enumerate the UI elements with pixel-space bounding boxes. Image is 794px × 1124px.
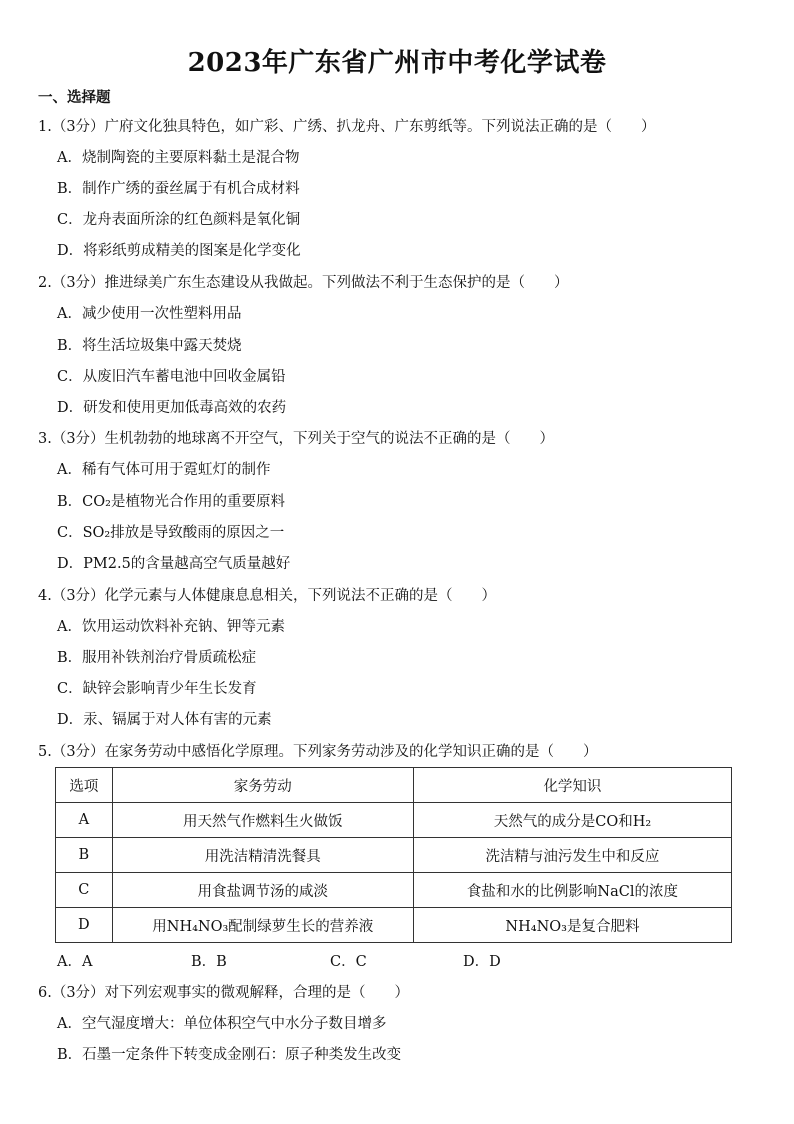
question-3-stem: 3.（3分）生机勃勃的地球离不开空气，下列关于空气的说法不正确的是（ ） [38,431,555,447]
section-heading: 一、选择题 [38,89,111,106]
question-2-option-b: B．将生活垃圾集中露天焚烧 [57,338,242,354]
question-4-stem: 4.（3分）化学元素与人体健康息息相关，下列说法不正确的是（ ） [38,588,497,604]
question-5-option-b: B．B [191,954,227,970]
question-5-table [55,767,732,943]
question-3-option-d: D．PM2.5的含量越高空气质量越好 [57,556,291,572]
question-1-option-c: C．龙舟表面所涂的红色颜料是氧化铜 [57,212,301,228]
question-3-option-b: B．CO₂是植物光合作用的重要原料 [57,494,285,510]
question-3-option-a: A．稀有气体可用于霓虹灯的制作 [57,462,271,478]
question-2-stem: 2.（3分）推进绿美广东生态建设从我做起。下列做法不利于生态保护的是（ ） [38,275,569,291]
question-4-option-a: A．饮用运动饮料补充钠、钾等元素 [57,619,285,635]
table-header-cell: 化学知识 [413,768,731,803]
table-cell: D [56,908,113,943]
question-4-option-b: B．服用补铁剂治疗骨质疏松症 [57,650,257,666]
question-3-option-c: C．SO₂排放是导致酸雨的原因之一 [57,525,285,541]
table-header-row [56,768,732,803]
question-2-option-c: C．从废旧汽车蓄电池中回收金属铅 [57,369,286,385]
table-cell: NH₄NO₃是复合肥料 [413,908,731,943]
table-row [56,803,732,838]
question-4-option-c: C．缺锌会影响青少年生长发育 [57,681,257,697]
table-row [56,873,732,908]
table-row [56,908,732,943]
question-6-option-a: A．空气湿度增大：单位体积空气中水分子数目增多 [57,1016,387,1032]
table-cell: A [56,803,113,838]
table-cell: 用洗洁精清洗餐具 [112,838,413,873]
question-4-option-d: D．汞、镉属于对人体有害的元素 [57,712,272,728]
question-6-option-b: B．石墨一定条件下转变成金刚石：原子种类发生改变 [57,1047,402,1063]
table-row [56,838,732,873]
question-1-option-a: A．烧制陶瓷的主要原料黏土是混合物 [57,150,300,166]
table-header-cell: 选项 [56,768,113,803]
table-header-cell: 家务劳动 [112,768,413,803]
table-cell: C [56,873,113,908]
page-title: 2023年广东省广州市中考化学试卷 [187,48,607,78]
question-5-option-d: D．D [463,954,501,970]
question-1-option-b: B．制作广绣的蚕丝属于有机合成材料 [57,181,300,197]
question-5-option-a: A．A [57,954,93,970]
question-1-stem: 1.（3分）广府文化独具特色，如广彩、广绣、扒龙舟、广东剪纸等。下列说法正确的是（ ） [38,119,656,135]
question-1-option-d: D．将彩纸剪成精美的图案是化学变化 [57,243,301,259]
table-cell: 用NH₄NO₃配制绿萝生长的营养液 [112,908,413,943]
table-cell: 食盐和水的比例影响NaCl的浓度 [413,873,731,908]
table-cell: 用天然气作燃料生火做饭 [112,803,413,838]
question-5-stem: 5.（3分）在家务劳动中感悟化学原理。下列家务劳动涉及的化学知识正确的是（ ） [38,744,598,760]
table-cell: 天然气的成分是CO和H₂ [413,803,731,838]
table-cell: B [56,838,113,873]
table-cell: 用食盐调节汤的咸淡 [112,873,413,908]
question-5-option-c: C．C [330,954,367,970]
question-2-option-d: D．研发和使用更加低毒高效的农药 [57,400,287,416]
question-2-option-a: A．减少使用一次性塑料用品 [57,306,242,322]
question-6-stem: 6.（3分）对下列宏观事实的微观解释，合理的是（ ） [38,985,410,1001]
table-cell: 洗洁精与油污发生中和反应 [413,838,731,873]
